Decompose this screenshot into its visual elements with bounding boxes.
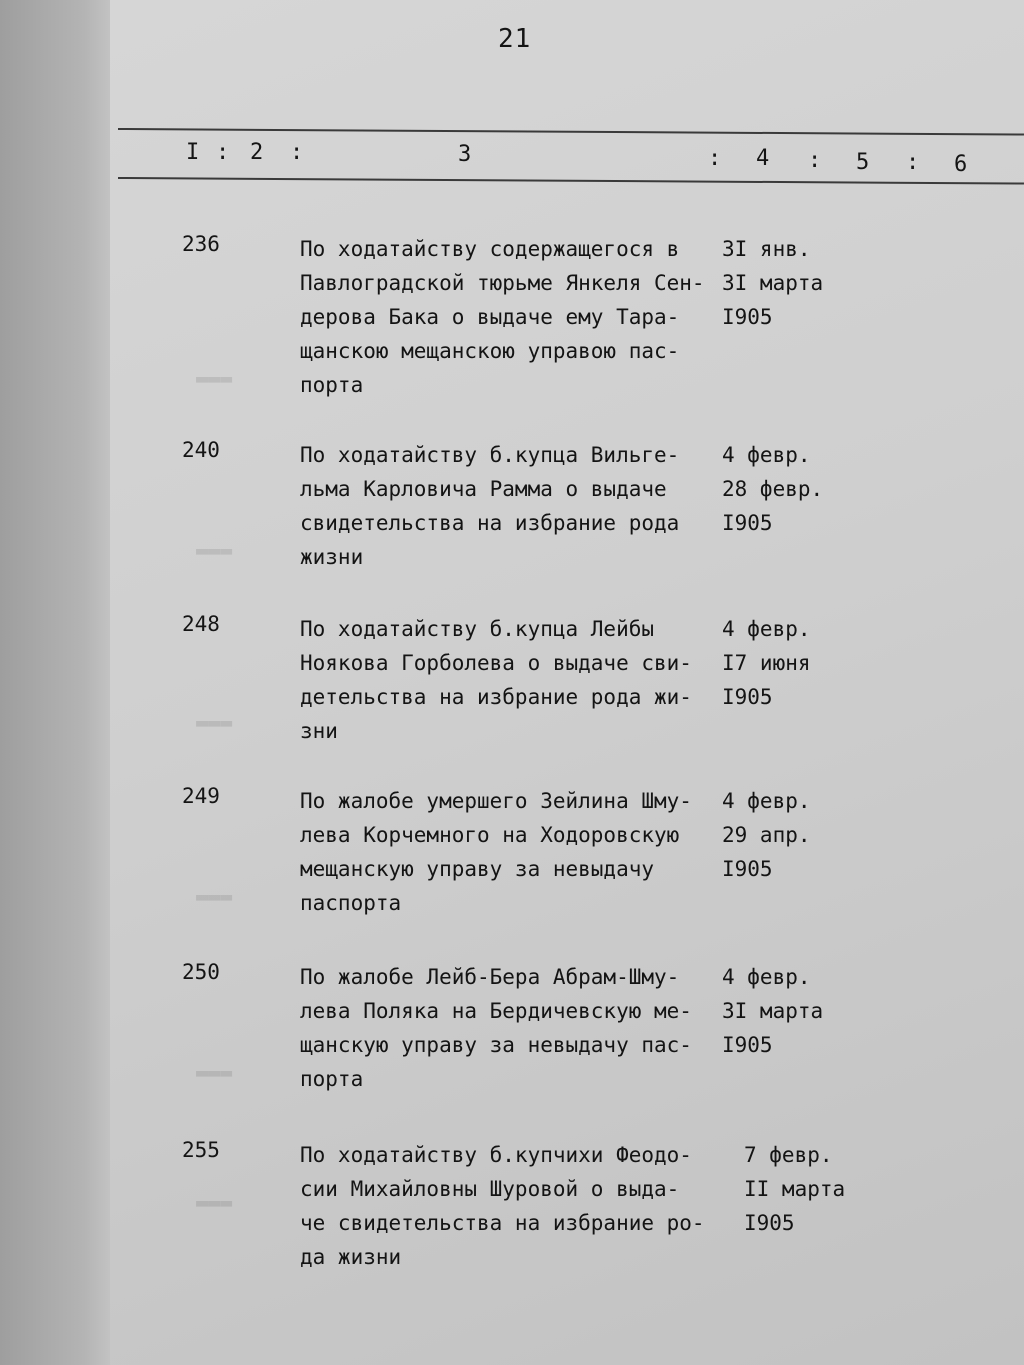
date-line: 4 февр. [722, 443, 811, 467]
date-line: 4 февр. [722, 965, 811, 989]
column-header: 3 [458, 142, 472, 167]
text-line: жизни [300, 545, 364, 569]
text-line: льма Карловича Рамма о выдаче [300, 477, 667, 501]
text-line: лева Поляка на Бердичевскую ме- [300, 999, 692, 1023]
bleed-through-mark: ▬▬▬ [196, 366, 233, 390]
date-line: 4 февр. [722, 617, 811, 641]
column-separator: : [216, 140, 230, 165]
column-separator: : [906, 150, 920, 175]
entry-description [300, 232, 720, 402]
entry-dates [722, 612, 852, 714]
date-line: 4 февр. [722, 789, 811, 813]
text-line: По ходатайству б.купца Лейбы [300, 617, 655, 641]
date-line: I7 июня [722, 651, 811, 675]
text-line: сии Михайловны Шуровой о выда- [300, 1177, 680, 1201]
date-line: II марта [744, 1177, 846, 1201]
text-line: свидетельства на избрание рода [300, 511, 680, 535]
date-line: 7 февр. [744, 1143, 833, 1167]
date-line: 3I марта [722, 271, 824, 295]
text-line: мещанскую управу за невыдачу [300, 857, 655, 881]
column-header: 6 [954, 152, 968, 177]
bleed-through-mark: ▬▬▬ [196, 1060, 233, 1084]
text-line: лева Корчемного на Ходоровскую [300, 823, 680, 847]
column-header: 2 [250, 140, 264, 165]
text-line: По ходатайству содержащегося в [300, 237, 680, 261]
column-header: I [186, 140, 200, 165]
text-line: зни [300, 719, 338, 743]
date-line: I905 [744, 1211, 795, 1235]
left-page-shadow [0, 0, 120, 1365]
text-line: щанскою мещанскою управою пас- [300, 339, 680, 363]
bleed-through-mark: ▬▬▬ [196, 884, 233, 908]
entry-description [300, 438, 720, 574]
column-separator: : [708, 146, 722, 171]
text-line: По жалобе Лейб-Бера Абрам-Шму- [300, 965, 680, 989]
date-line: 3I марта [722, 999, 824, 1023]
entry-dates [744, 1138, 874, 1240]
text-line: че свидетельства на избрание ро- [300, 1211, 705, 1235]
entry-number: 250 [182, 960, 220, 984]
text-line: Ноякова Горболева о выдаче сви- [300, 651, 692, 675]
entry-dates [722, 232, 852, 334]
text-line: паспорта [300, 891, 402, 915]
date-line: I905 [722, 511, 773, 535]
column-separator: : [290, 140, 304, 165]
entry-number: 249 [182, 784, 220, 808]
date-line: I905 [722, 1033, 773, 1057]
text-line: По ходатайству б.купца Вильге- [300, 443, 680, 467]
text-line: дерова Бака о выдаче ему Тара- [300, 305, 680, 329]
entry-dates [722, 438, 852, 540]
bleed-through-mark: ▬▬▬ [196, 710, 233, 734]
entry-description [300, 612, 720, 748]
date-line: 29 апр. [722, 823, 811, 847]
date-line: I905 [722, 685, 773, 709]
column-headers [0, 140, 1024, 180]
date-line: I905 [722, 857, 773, 881]
column-header: 4 [756, 146, 770, 171]
page-number: 21 [498, 24, 532, 54]
bleed-through-mark: ▬▬▬ [196, 1190, 233, 1214]
date-line: 3I янв. [722, 237, 811, 261]
text-line: порта [300, 1067, 364, 1091]
text-line: щанскую управу за невыдачу пас- [300, 1033, 692, 1057]
entry-dates [722, 784, 852, 886]
date-line: I905 [722, 305, 773, 329]
entry-number: 248 [182, 612, 220, 636]
bleed-through-mark: ▬▬▬ [196, 538, 233, 562]
text-line: да жизни [300, 1245, 402, 1269]
entry-number: 240 [182, 438, 220, 462]
date-line: 28 февр. [722, 477, 824, 501]
column-header: 5 [856, 150, 870, 175]
text-line: По жалобе умершего Зейлина Шму- [300, 789, 692, 813]
entry-description [300, 1138, 720, 1274]
text-line: Павлоградской тюрьме Янкеля Сен- [300, 271, 705, 295]
entry-description [300, 960, 720, 1096]
text-line: детельства на избрание рода жи- [300, 685, 692, 709]
text-line: порта [300, 373, 364, 397]
entry-dates [722, 960, 852, 1062]
column-separator: : [808, 148, 822, 173]
entry-description [300, 784, 720, 920]
entry-number: 255 [182, 1138, 220, 1162]
entry-number: 236 [182, 232, 220, 256]
text-line: По ходатайству б.купчихи Феодо- [300, 1143, 692, 1167]
